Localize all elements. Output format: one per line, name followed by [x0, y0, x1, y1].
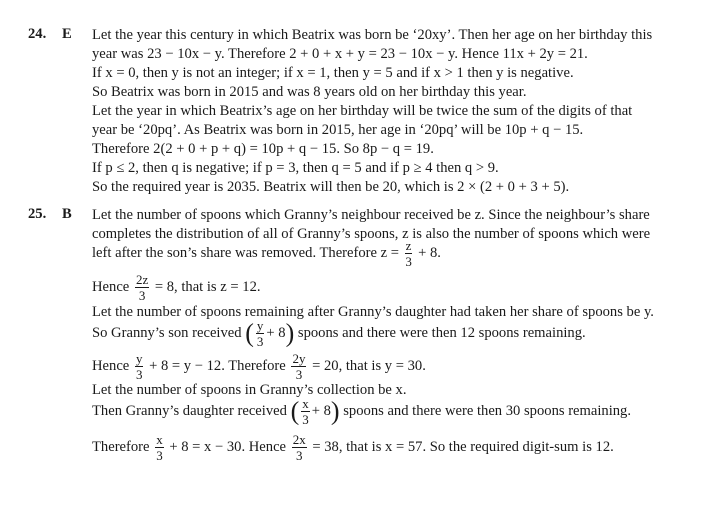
solution-line: completes the distribution of all of Granny’s spoons, z is also the number of spoons which were [92, 226, 651, 242]
fraction: $\frac{x}{3}$ [156, 432, 163, 464]
text: = 8, that is z = 12. [154, 279, 261, 295]
fraction: $\frac{2x}{3}$ [292, 432, 306, 464]
text: = 38, that is x = 57. So the required digit-sum is 12. [312, 439, 614, 455]
text: Hence [92, 358, 130, 374]
question-number: 24. [28, 26, 47, 42]
text: left after the son’s share was removed. Therefore z = [92, 245, 400, 261]
text: + 8 [266, 325, 286, 341]
solution-line [92, 394, 690, 428]
solution-line: Let the number of spoons in Granny’s collection be x. [92, 382, 407, 398]
answer-letter: B [62, 206, 72, 222]
solution-line [92, 270, 690, 304]
solution-line: Therefore 2(2 + 0 + p + q) = 10p + q − 15. So 8p − q = 19. [92, 141, 434, 157]
text: So Granny’s son received [92, 325, 242, 341]
solution-line [92, 236, 690, 270]
solution-line: If x = 0, then y is not an integer; if x = 1, then y = 5 and if x > 1 then y is negative. [92, 65, 574, 81]
fraction: $\frac{z}{3}$ [405, 238, 412, 270]
fraction: $\frac{2y}{3}$ [292, 351, 306, 383]
left-paren: ( [290, 396, 300, 426]
text: Then Granny’s daughter received [92, 403, 287, 419]
solution-line: If p ≤ 2, then q is negative; if p = 3, then q = 5 and if p ≥ 4 then q > 9. [92, 160, 499, 176]
text: + 8 [311, 403, 331, 419]
solution-line: Let the number of spoons remaining after Granny’s daughter had taken her share of spoons be y. [92, 304, 654, 320]
solution-line: Let the year this century in which Beatrix was born be ‘20xy’. Then her age on her birthday this [92, 27, 653, 43]
fraction: $\frac{y}{3}$ [256, 318, 264, 350]
solution-line: So the required year is 2035. Beatrix will then be 20, which is 2 × (2 + 0 + 3 + 5). [92, 179, 570, 195]
solution-line: So Beatrix was born in 2015 and was 8 years old on her birthday this year. [92, 84, 527, 100]
text: spoons and there were then 30 spoons remaining. [343, 403, 632, 419]
right-paren: ) [285, 318, 295, 348]
text: = 20, that is y = 30. [312, 358, 426, 374]
right-paren: ) [330, 396, 340, 426]
fraction: $\frac{y}{3}$ [135, 351, 143, 383]
solution-line [92, 349, 690, 383]
text: spoons and there were then 12 spoons remaining. [297, 325, 586, 341]
text: Hence [92, 279, 130, 295]
solution-line: year be ‘20pq’. As Beatrix was born in 2015, her age in ‘20pq’ will be 10p + q − 15. [92, 122, 584, 138]
solution-line [92, 430, 690, 464]
text: + 8 = y − 12. Therefore [149, 358, 286, 374]
text: Therefore [92, 439, 150, 455]
fraction: $\frac{2z}{3}$ [135, 272, 149, 304]
solution-line: year was 23 − 10x − y. Therefore 2 + 0 + x + y = 23 − 10x − y. Hence 11x + 2y = 21. [92, 46, 588, 62]
solution-line: Let the number of spoons which Granny’s neighbour received be z. Since the neighbour’s share [92, 207, 650, 223]
solution-line [92, 316, 690, 350]
question-number: 25. [28, 206, 47, 222]
left-paren: ( [245, 318, 254, 348]
answer-letter: E [62, 26, 72, 42]
text: + 8 = x − 30. Hence [169, 439, 287, 455]
solution-line: Let the year in which Beatrix’s age on her birthday will be twice the sum of the digits of that [92, 103, 633, 119]
text: + 8. [418, 245, 441, 261]
fraction: $\frac{x}{3}$ [302, 396, 309, 428]
